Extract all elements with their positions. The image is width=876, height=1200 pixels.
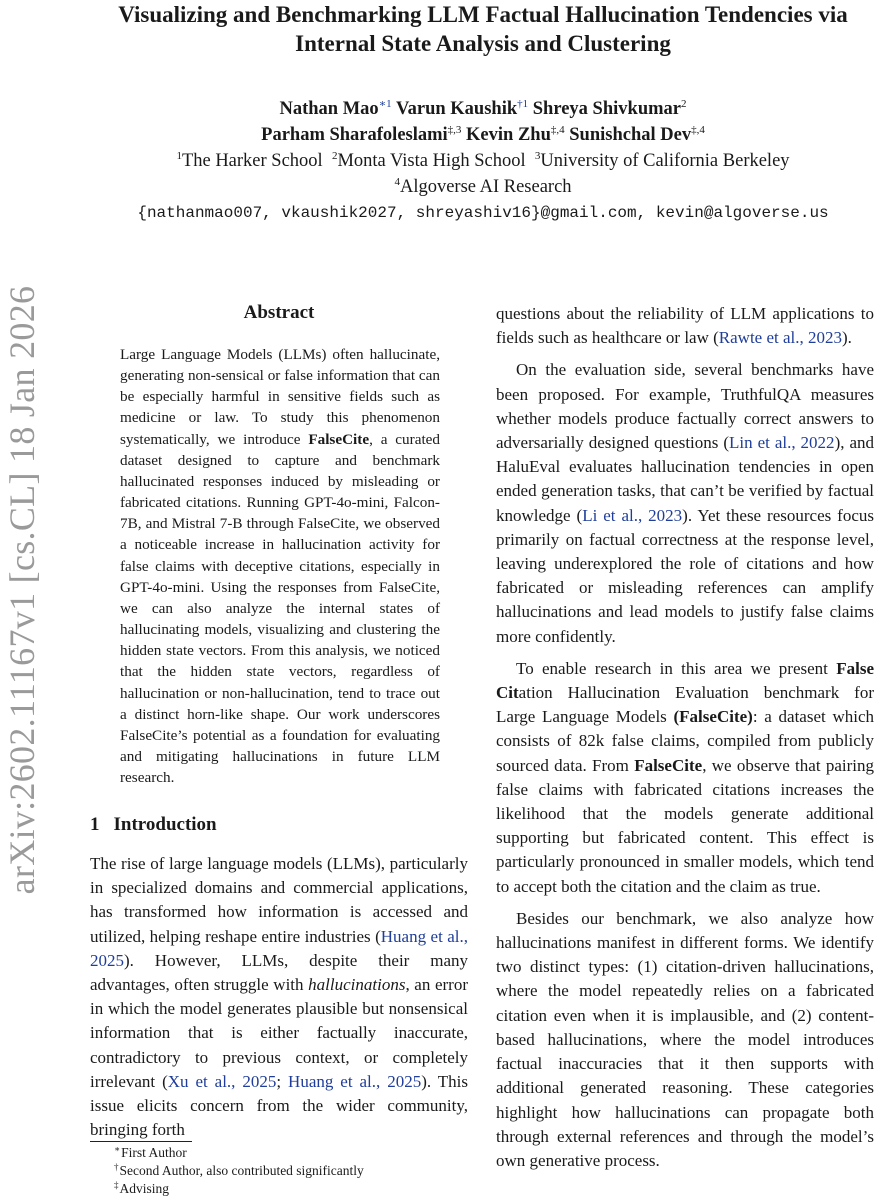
intro-paragraph-1 <box>90 852 468 1142</box>
footnote-text: Advising <box>119 1181 170 1196</box>
text-run: ation Hallucination Evaluation benchmark for Large Language Models <box>496 683 874 727</box>
text-run: questions about the reliability of LLM applications to fields such as healthcare or law ( <box>496 304 874 348</box>
paragraph-hallucination-types: Besides our benchmark, we also analyze how hallucinations manifest in different forms. We identify two distinct types: (1) citation-driven hallucinations, where the model repeatedly relies on a fabricated citation even when it is implausible, and (2) content-based hallucinations, where the model introduces factual inaccuracies that it then supports with additional generated reasoning. These categories highlight how hallucinations can propagate both through external references and through the model’s own generative process. <box>496 908 874 1170</box>
citation-link[interactable]: Li et al., 2023 <box>582 505 683 525</box>
text-run: The rise of large language models (LLMs), particularly in specialized domains and commercial applications, has transformed how information is accessed and utilized, helping reshape entire industries ( <box>90 854 468 946</box>
abstract-text-2: , a curated dataset designed to capture and benchmark hallucinated responses induced by misleading or fabricated citations. Running GPT-4o-mini, Falcon-7B, and Mistral 7-B through FalseCite, we observed a noticeable increase in hallucination activity for false claims with deceptive citations, especially in GPT-4o-mini. Using the responses from FalseCite, we can also analyze the internal states of hallucinating models, visualizing and clustering the hidden state vectors. From this analysis, we noticed that the hidden state vectors, regardless of hallucination or non-hallucination, tend to trace out a distinct horn-like shape. Our work underscores FalseCite’s potential as a foundation for evaluating and mitigating hallucinations in future LLM research. <box>120 430 440 787</box>
text-run: ). <box>842 328 852 348</box>
text-run: ), and HaluEval evaluates hallucination tendencies in open ended generation tasks, that can’t be verified by factual knowledge ( <box>496 433 874 525</box>
emphasis: hallucinations <box>308 975 406 995</box>
citation-link[interactable]: Huang et al., 2025 <box>288 1071 422 1091</box>
author-name: Nathan Mao <box>279 99 379 119</box>
author-name: Varun Kaushik <box>395 99 518 119</box>
citation-link[interactable]: Huang et al., 2025 <box>90 926 469 970</box>
text-run: : a dataset which consists of 82k false claims, compiled from publicly sourced data. From <box>496 707 874 775</box>
bold-text: (FalseCite) <box>673 707 753 727</box>
affiliation-number: 4 <box>394 175 400 188</box>
text-run: , an error in which the model generates plausible but nonsensical information that is either factually inaccurate, contradictory to previous context, or completely irrelevant ( <box>90 975 468 1091</box>
affiliation: University of California Berkeley <box>540 151 790 171</box>
title-line-2: Internal State Analysis and Clustering <box>295 31 671 56</box>
author-name: Shreya Shivkumar <box>532 99 681 119</box>
bold-text: False Cit <box>496 658 874 703</box>
author-line-2 <box>60 122 876 148</box>
affiliation: The Harker School <box>181 151 323 171</box>
footnote <box>114 1180 364 1198</box>
footnote-text: Second Author, also contributed significantly <box>119 1163 364 1178</box>
affiliation-number: 3 <box>534 149 541 162</box>
author-mark: ‡,4 <box>550 123 565 136</box>
paragraph-falsecite <box>496 657 874 899</box>
author-mark: ∗1 <box>378 97 392 110</box>
abstract-text <box>120 344 440 788</box>
right-column <box>496 302 874 1181</box>
author-mark: 2 <box>680 97 687 110</box>
falsecite-bold: FalseCite <box>308 430 370 448</box>
section-number: 1 <box>90 814 100 835</box>
author-mark: ‡,4 <box>691 123 705 136</box>
arxiv-identifier: arXiv:2602.11167v1 [cs.CL] 18 Jan 2026 <box>2 285 42 895</box>
text-run: ). This issue elicits concern from the wider community, bringing forth <box>90 1071 469 1140</box>
paper-title <box>60 0 876 58</box>
author-name: Parham Sharafoleslami <box>261 125 448 145</box>
footnote <box>114 1162 364 1180</box>
author-emails: {nathanmao007, vkaushik2027, shreyashiv16}@gmail.com, kevin@algoverse.us <box>137 204 829 222</box>
paragraph-benchmarks <box>496 358 874 648</box>
section-heading-introduction <box>90 814 217 836</box>
abstract-heading: Abstract <box>243 302 315 323</box>
footnote-divider <box>90 1141 192 1142</box>
footnote <box>114 1144 364 1162</box>
author-name: Sunishchal Dev <box>569 125 692 145</box>
text-run: ; <box>276 1071 289 1091</box>
author-mark: †1 <box>517 97 529 110</box>
text-run: To enable research in this area we present <box>516 658 837 678</box>
text-run: ). However, LLMs, despite their many advantages, often struggle with <box>90 950 468 995</box>
affiliations-line-1 <box>60 148 876 174</box>
affiliation-number: 2 <box>331 149 338 162</box>
section-title: Introduction <box>113 814 217 835</box>
author-line-1 <box>60 96 876 122</box>
abstract-text-1: Large Language Models (LLMs) often hallucinate, generating non-sensical or false information that can be especially harmful in sensitive fields such as medicine or law. To study this phenomenon systematically, we introduce <box>120 346 440 448</box>
text-run: ). Yet these resources focus primarily on factual correctness at the response level, leaving underexplored the role of citations and how fabricated or misleading references can amplify hallucinations and lead models to justify false claims more confidently. <box>496 505 874 646</box>
citation-link[interactable]: Lin et al., 2022 <box>729 433 835 453</box>
affiliations-line-2 <box>60 174 876 200</box>
footnotes <box>114 1144 364 1198</box>
bold-text: FalseCite <box>634 755 703 775</box>
citation-link[interactable]: Rawte et al., 2023 <box>718 328 843 348</box>
footnote-mark: ∗ <box>114 1143 121 1154</box>
footnote-mark: † <box>114 1161 119 1172</box>
citation-link[interactable]: Xu et al., 2025 <box>167 1071 277 1091</box>
title-line-1: Visualizing and Benchmarking LLM Factual Hallucination Tendencies via <box>118 2 848 27</box>
paragraph-continued <box>496 302 874 350</box>
author-name: Kevin Zhu <box>466 125 551 145</box>
text-run: On the evaluation side, several benchmarks have been proposed. For example, TruthfulQA measures whether models produce factually correct answers to adversarially designed questions ( <box>496 360 874 453</box>
affiliation: Algoverse AI Research <box>399 177 572 197</box>
arxiv-sidebar <box>0 285 44 895</box>
affiliation-number: 1 <box>176 149 182 162</box>
affiliation: Monta Vista High School <box>337 151 526 171</box>
author-mark: ‡,3 <box>447 123 462 136</box>
footnote-text: First Author <box>121 1145 187 1160</box>
text-run: , we observe that pairing false claims with fabricated citations increases the likelihood that the models generate additional supporting but fabricated content. This effect is particularly pronounced in smaller models, which tend to accept both the citation and the claim as true. <box>496 755 874 896</box>
author-block <box>60 96 876 226</box>
footnote-mark: ‡ <box>114 1179 119 1190</box>
